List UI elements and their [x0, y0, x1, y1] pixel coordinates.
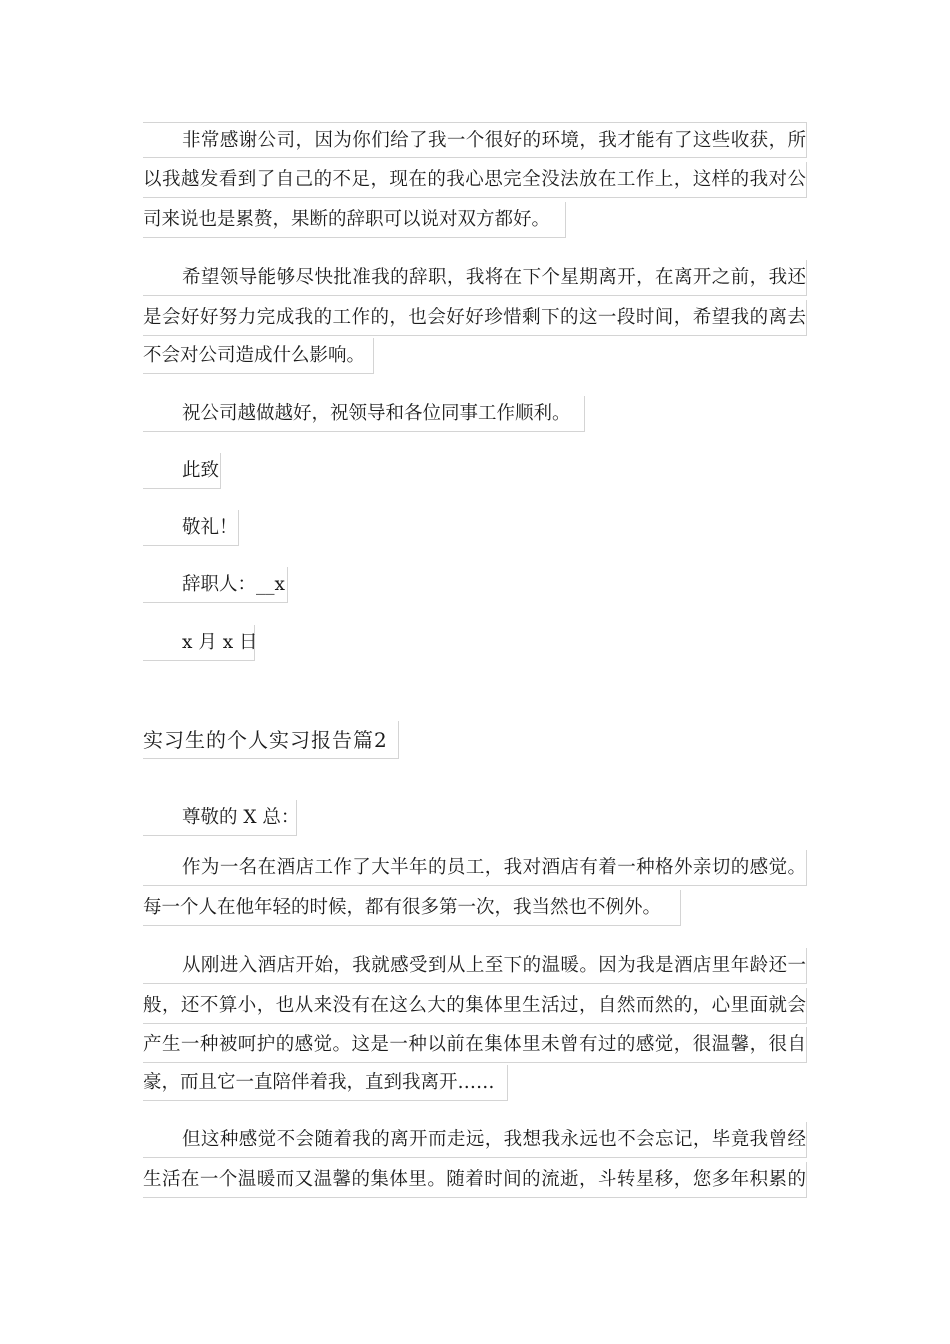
date-line: x 月 x 日 — [143, 625, 255, 661]
paragraph-line: 般，还不算小，也从来没有在这么大的集体里生活过，自然而然的，心里面就会 — [143, 988, 807, 1024]
paragraph-line: 不会对公司造成什么影响。 — [143, 338, 374, 374]
paragraph-line: 是会好好努力完成我的工作的，也会好好珍惜剩下的这一段时间，希望我的离去 — [143, 300, 807, 336]
paragraph-line: 生活在一个温暖而又温馨的集体里。随着时间的流逝，斗转星移，您多年积累的 — [143, 1162, 807, 1198]
paragraph-line: 但这种感觉不会随着我的离开而走远，我想我永远也不会忘记，毕竟我曾经 — [143, 1122, 807, 1158]
paragraph-line: 从刚进入酒店开始，我就感受到从上至下的温暖。因为我是酒店里年龄还一 — [143, 948, 807, 984]
paragraph-line: 非常感谢公司，因为你们给了我一个很好的环境，我才能有了这些收获，所 — [143, 122, 807, 158]
signature-line: 辞职人：__x — [143, 567, 288, 603]
paragraph-line: 希望领导能够尽快批准我的辞职，我将在下个星期离开，在离开之前，我还 — [143, 260, 807, 296]
closing-text: 此致 — [143, 453, 221, 489]
paragraph-line: 产生一种被呵护的感觉。这是一种以前在集体里未曾有过的感觉，很温馨，很自 — [143, 1027, 807, 1063]
salutation: 尊敬的 X 总： — [143, 800, 297, 836]
paragraph-line: 司来说也是累赘，果断的辞职可以说对双方都好。 — [143, 202, 566, 238]
paragraph-line: 作为一名在酒店工作了大半年的员工，我对酒店有着一种格外亲切的感觉。 — [143, 850, 807, 886]
section-heading: 实习生的个人实习报告篇2 — [143, 721, 399, 759]
paragraph-line: 豪，而且它一直陪伴着我，直到我离开…… — [143, 1065, 508, 1101]
paragraph-line: 以我越发看到了自己的不足，现在的我心思完全没法放在工作上，这样的我对公 — [143, 162, 807, 198]
paragraph-line: 祝公司越做越好，祝领导和各位同事工作顺利。 — [143, 396, 585, 432]
paragraph-line: 每一个人在他年轻的时候，都有很多第一次，我当然也不例外。 — [143, 890, 681, 926]
closing-text: 敬礼！ — [143, 510, 239, 546]
